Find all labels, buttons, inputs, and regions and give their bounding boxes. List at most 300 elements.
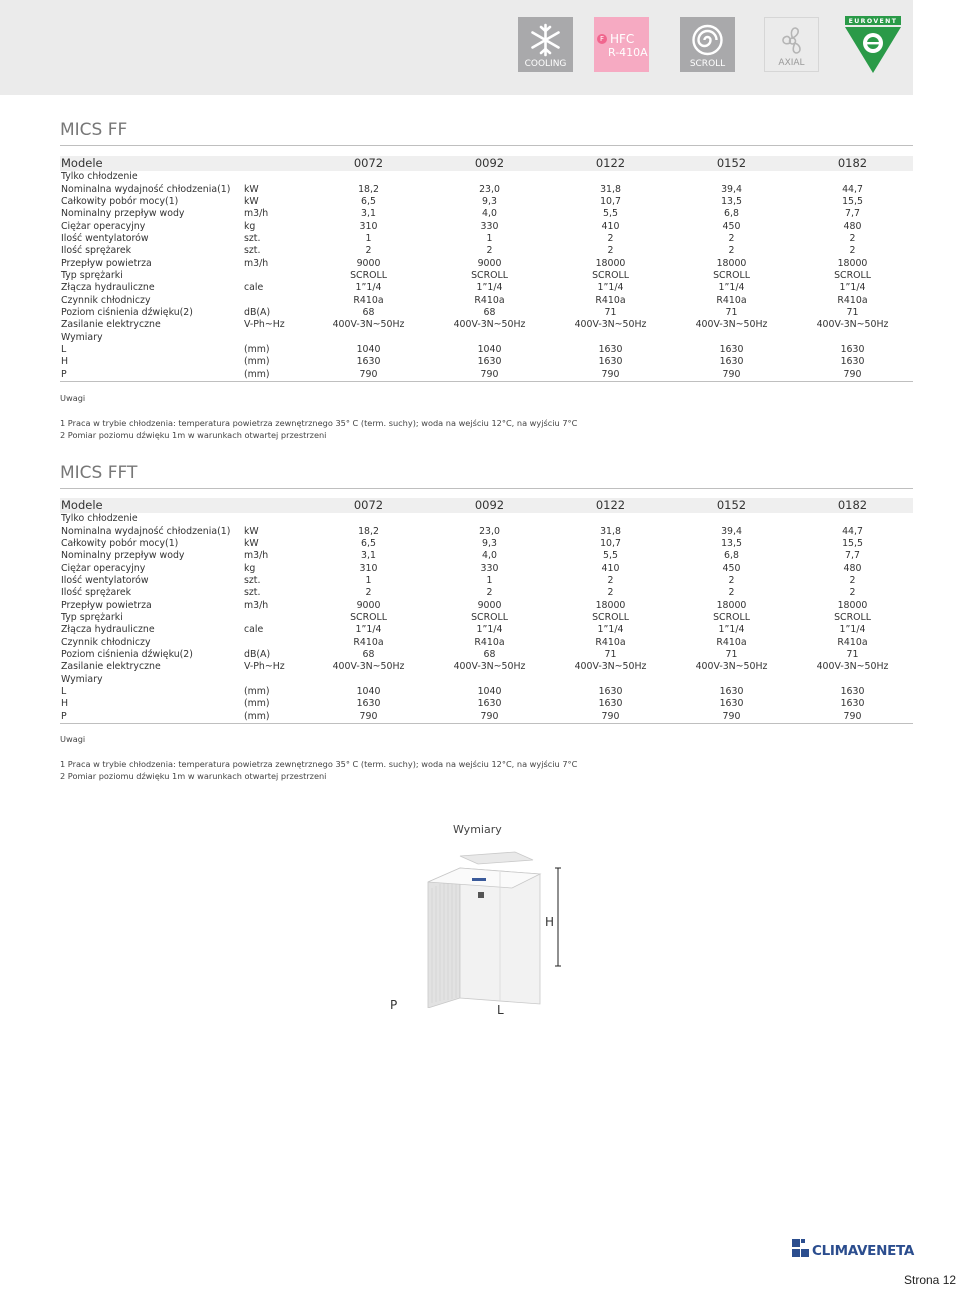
value-cell: R410a xyxy=(595,636,626,648)
row-label: Przepływ powietrza xyxy=(61,257,152,269)
value-cell: 1630 xyxy=(477,356,502,368)
table-row xyxy=(60,344,913,356)
value-cell: 71 xyxy=(604,648,617,660)
value-cell xyxy=(671,673,792,685)
value-cell: 39,4 xyxy=(721,183,742,195)
value-cell: 1”1/4 xyxy=(355,282,382,294)
row-label: P xyxy=(60,369,243,382)
header-cell-model-code: 0092 xyxy=(429,156,550,171)
dimension-label-l: L xyxy=(497,1003,504,1017)
value-cell xyxy=(550,673,671,685)
header-cell-empty xyxy=(243,156,308,171)
value-cell: 1630 xyxy=(598,356,623,368)
value-cell: R410a xyxy=(353,636,384,648)
value-cell: 18000 xyxy=(595,599,626,611)
value-cell xyxy=(671,171,792,183)
row-unit xyxy=(243,270,308,282)
dimension-label-h: H xyxy=(545,915,555,929)
value-cell: 400V-3N~50Hz xyxy=(332,319,405,331)
row-label: Ilość sprężarek xyxy=(61,245,132,257)
table-row xyxy=(60,599,913,611)
table-row xyxy=(60,245,913,257)
header-bar xyxy=(0,0,913,95)
value-cell: 400V-3N~50Hz xyxy=(453,319,526,331)
value-cell: 13,5 xyxy=(721,195,742,207)
table-row xyxy=(60,369,913,382)
value-cell: 1630 xyxy=(840,698,865,710)
value-cell: 6,8 xyxy=(724,208,739,220)
row-unit: dB(A) xyxy=(244,306,271,318)
eurovent-certification-logo xyxy=(843,16,903,74)
value-cell: 1040 xyxy=(477,685,502,697)
header-cell-model-code: 0072 xyxy=(308,156,429,171)
row-unit: (mm) xyxy=(243,711,308,724)
value-cell: 310 xyxy=(359,562,378,574)
row-unit: dB(A) xyxy=(244,648,271,660)
value-cell: 1630 xyxy=(477,698,502,710)
value-cell: 1”1/4 xyxy=(718,624,745,636)
value-cell: 400V-3N~50Hz xyxy=(574,319,647,331)
value-cell xyxy=(429,513,550,525)
value-cell: 18000 xyxy=(837,599,868,611)
value-cell: 400V-3N~50Hz xyxy=(332,661,405,673)
row-label: Ilość wentylatorów xyxy=(61,574,149,586)
value-cell: SCROLL xyxy=(592,269,629,281)
value-cell: 15,5 xyxy=(842,195,863,207)
value-cell: 68 xyxy=(362,306,375,318)
row-unit: szt. xyxy=(244,587,261,599)
value-cell: 2 xyxy=(607,245,614,257)
value-cell: 1630 xyxy=(719,356,744,368)
section-title-mics-ff: MICS FF xyxy=(60,120,128,140)
value-cell: 400V-3N~50Hz xyxy=(816,319,889,331)
row-unit: kW xyxy=(244,525,259,537)
table-row xyxy=(60,538,913,550)
value-cell: 18,2 xyxy=(358,525,379,537)
value-cell: 4,0 xyxy=(482,550,497,562)
table-row xyxy=(60,624,913,636)
value-cell xyxy=(308,331,429,343)
table-row xyxy=(60,525,913,537)
value-cell: 790 xyxy=(550,369,671,382)
table-row xyxy=(60,233,913,245)
table-row xyxy=(60,307,913,319)
value-cell: 1”1/4 xyxy=(839,282,866,294)
value-cell: 410 xyxy=(601,220,620,232)
value-cell: 1 xyxy=(486,574,493,586)
row-unit: szt. xyxy=(244,574,261,586)
value-cell: 44,7 xyxy=(842,183,863,195)
header-cell-model-code: 0122 xyxy=(550,498,671,513)
value-cell xyxy=(308,513,429,525)
note-line: 2 Pomiar poziomu dźwięku 1m w warunkach otwartej przestrzeni xyxy=(60,771,327,781)
value-cell: 1”1/4 xyxy=(597,282,624,294)
value-cell: 9000 xyxy=(356,599,381,611)
value-cell: 1630 xyxy=(356,356,381,368)
value-cell: R410a xyxy=(837,294,868,306)
row-unit xyxy=(243,331,308,343)
row-label: Czynnik chłodniczy xyxy=(61,636,151,648)
value-cell: 330 xyxy=(480,220,499,232)
value-cell: 1630 xyxy=(719,685,744,697)
table-row xyxy=(60,270,913,282)
value-cell: 1630 xyxy=(719,343,744,355)
value-cell: R410a xyxy=(474,294,505,306)
row-label: Nominalny przepływ wody xyxy=(61,208,185,220)
value-cell: 790 xyxy=(550,711,671,724)
value-cell xyxy=(792,513,913,525)
row-unit xyxy=(243,513,308,525)
row-unit: (mm) xyxy=(244,698,270,710)
value-cell: SCROLL xyxy=(713,611,750,623)
row-unit: szt. xyxy=(244,245,261,257)
value-cell: 1”1/4 xyxy=(597,624,624,636)
row-unit: V-Ph~Hz xyxy=(244,319,285,331)
value-cell: 2 xyxy=(728,587,735,599)
value-cell: 790 xyxy=(671,711,792,724)
value-cell: 68 xyxy=(483,648,496,660)
value-cell: 410 xyxy=(601,562,620,574)
section-divider xyxy=(60,488,913,489)
row-label: Przepływ powietrza xyxy=(61,599,152,611)
value-cell: 400V-3N~50Hz xyxy=(574,661,647,673)
value-cell: 15,5 xyxy=(842,537,863,549)
header-cell-model-code: 0072 xyxy=(308,498,429,513)
value-cell xyxy=(550,171,671,183)
value-cell xyxy=(550,331,671,343)
value-cell: 2 xyxy=(728,574,735,586)
row-unit: m3/h xyxy=(244,550,269,562)
value-cell: 1”1/4 xyxy=(718,282,745,294)
spec-table-mics-fft xyxy=(60,498,913,724)
row-unit: kW xyxy=(244,537,259,549)
value-cell: 5,5 xyxy=(603,550,618,562)
header-cell-empty xyxy=(243,498,308,513)
row-label: Nominalna wydajność chłodzenia(1) xyxy=(61,183,231,195)
value-cell: 400V-3N~50Hz xyxy=(695,661,768,673)
table-row xyxy=(60,513,913,525)
value-cell: 1 xyxy=(365,232,372,244)
value-cell: 1630 xyxy=(598,343,623,355)
value-cell: 2 xyxy=(607,574,614,586)
value-cell: 1630 xyxy=(598,698,623,710)
value-cell: 5,5 xyxy=(603,208,618,220)
row-label: Tylko chłodzenie xyxy=(61,513,138,525)
row-label: L xyxy=(61,685,67,697)
value-cell: 2 xyxy=(607,587,614,599)
header-cell-model-code: 0152 xyxy=(671,498,792,513)
value-cell: 9,3 xyxy=(482,537,497,549)
note-line: 1 Praca w trybie chłodzenia: temperatura powietrza zewnętrznego 35° C (term. suchy); woda na wejściu 12°C, na wyjściu 7°C xyxy=(60,417,578,428)
notes-title: Uwagi xyxy=(60,734,86,744)
value-cell: 71 xyxy=(846,648,859,660)
value-cell: 1630 xyxy=(719,698,744,710)
value-cell: 2 xyxy=(486,587,493,599)
value-cell: 18000 xyxy=(716,599,747,611)
value-cell: SCROLL xyxy=(471,269,508,281)
row-label: H xyxy=(61,356,69,368)
value-cell: 71 xyxy=(604,306,617,318)
value-cell: 1”1/4 xyxy=(839,624,866,636)
row-label: P xyxy=(60,711,243,724)
value-cell: R410a xyxy=(353,294,384,306)
row-unit xyxy=(243,612,308,624)
row-unit: (mm) xyxy=(243,369,308,382)
value-cell: 10,7 xyxy=(600,195,621,207)
svg-text:CLIMAVENETA: CLIMAVENETA xyxy=(812,1243,914,1259)
value-cell: 44,7 xyxy=(842,525,863,537)
value-cell: 790 xyxy=(429,711,550,724)
value-cell: 330 xyxy=(480,562,499,574)
value-cell: 1040 xyxy=(356,343,381,355)
value-cell: 3,1 xyxy=(361,550,376,562)
row-unit: kW xyxy=(244,195,259,207)
row-label: Złącza hydrauliczne xyxy=(61,282,155,294)
value-cell: 6,5 xyxy=(361,537,376,549)
row-label: Ciężar operacyjny xyxy=(61,220,146,232)
row-unit: m3/h xyxy=(244,599,269,611)
value-cell: 1”1/4 xyxy=(476,624,503,636)
value-cell: 1”1/4 xyxy=(355,624,382,636)
value-cell: 790 xyxy=(308,711,429,724)
value-cell: 68 xyxy=(362,648,375,660)
scroll-badge xyxy=(680,17,735,72)
row-unit xyxy=(243,673,308,685)
value-cell: 18000 xyxy=(595,257,626,269)
page-number: Strona 12 xyxy=(904,1273,957,1287)
svg-text:EUROVENT: EUROVENT xyxy=(848,18,898,25)
value-cell xyxy=(792,673,913,685)
row-label: Typ sprężarki xyxy=(61,269,123,281)
row-unit xyxy=(243,171,308,183)
value-cell: R410a xyxy=(474,636,505,648)
value-cell: 1630 xyxy=(356,698,381,710)
value-cell: 1630 xyxy=(840,343,865,355)
dimension-label-p: P xyxy=(390,998,398,1012)
header-cell-model-code: 0092 xyxy=(429,498,550,513)
value-cell xyxy=(792,171,913,183)
row-unit: (mm) xyxy=(244,356,270,368)
value-cell: R410a xyxy=(595,294,626,306)
value-cell xyxy=(550,513,671,525)
value-cell: 23,0 xyxy=(479,525,500,537)
scroll-compressor-icon xyxy=(680,21,735,61)
table-row xyxy=(60,711,913,724)
axial-label: AXIAL xyxy=(778,58,805,68)
value-cell: 9000 xyxy=(356,257,381,269)
value-cell: 23,0 xyxy=(479,183,500,195)
value-cell: 1630 xyxy=(598,685,623,697)
value-cell: 2 xyxy=(849,232,856,244)
table-row xyxy=(60,282,913,294)
value-cell: 3,1 xyxy=(361,208,376,220)
row-label: Czynnik chłodniczy xyxy=(61,294,151,306)
row-label: Typ sprężarki xyxy=(61,611,123,623)
row-unit: (mm) xyxy=(244,685,270,697)
value-cell: 10,7 xyxy=(600,537,621,549)
value-cell: 39,4 xyxy=(721,525,742,537)
value-cell: 2 xyxy=(849,587,856,599)
header-cell-model-code: 0122 xyxy=(550,156,671,171)
table-row xyxy=(60,587,913,599)
row-label: Poziom ciśnienia dźwięku(2) xyxy=(61,648,193,660)
value-cell: 2 xyxy=(728,245,735,257)
header-cell-model-code: 0152 xyxy=(671,156,792,171)
value-cell xyxy=(671,513,792,525)
value-cell: SCROLL xyxy=(834,269,871,281)
value-cell: 18,2 xyxy=(358,183,379,195)
value-cell: 2 xyxy=(607,232,614,244)
row-label: Całkowity pobór mocy(1) xyxy=(61,195,179,207)
spec-table-mics-ff xyxy=(60,156,913,382)
row-label: Całkowity pobór mocy(1) xyxy=(61,537,179,549)
row-unit: m3/h xyxy=(244,208,269,220)
value-cell: 1630 xyxy=(840,685,865,697)
table-row xyxy=(60,208,913,220)
value-cell: SCROLL xyxy=(471,611,508,623)
value-cell: 68 xyxy=(483,306,496,318)
climaveneta-logo xyxy=(790,1236,916,1260)
value-cell: 1 xyxy=(486,232,493,244)
note-line: 1 Praca w trybie chłodzenia: temperatura powietrza zewnętrznego 35° C (term. suchy); woda na wejściu 12°C, na wyjściu 7°C xyxy=(60,758,578,769)
section-title-mics-fft: MICS FFT xyxy=(60,463,138,483)
section-divider xyxy=(60,145,913,146)
value-cell: SCROLL xyxy=(350,269,387,281)
row-label: Nominalny przepływ wody xyxy=(61,550,185,562)
value-cell: 480 xyxy=(843,220,862,232)
table-row xyxy=(60,661,913,673)
value-cell: 790 xyxy=(308,369,429,382)
value-cell: 1”1/4 xyxy=(476,282,503,294)
table-row xyxy=(60,575,913,587)
value-cell: 310 xyxy=(359,220,378,232)
header-cell-model-code: 0182 xyxy=(792,156,913,171)
header-cell-models: Modele xyxy=(60,156,243,171)
value-cell xyxy=(308,171,429,183)
row-label: Zasilanie elektryczne xyxy=(61,661,161,673)
row-label: Ilość sprężarek xyxy=(61,587,132,599)
value-cell: 1040 xyxy=(477,343,502,355)
note-line: 2 Pomiar poziomu dźwięku 1m w warunkach otwartej przestrzeni xyxy=(60,430,327,440)
row-unit: szt. xyxy=(244,232,261,244)
row-label: Nominalna wydajność chłodzenia(1) xyxy=(61,525,231,537)
value-cell: 13,5 xyxy=(721,537,742,549)
value-cell: SCROLL xyxy=(834,611,871,623)
value-cell: 9000 xyxy=(477,599,502,611)
value-cell: 2 xyxy=(849,574,856,586)
row-unit xyxy=(243,636,308,648)
snowflake-icon xyxy=(518,21,573,61)
value-cell: 790 xyxy=(792,369,913,382)
value-cell: 2 xyxy=(486,245,493,257)
value-cell xyxy=(671,331,792,343)
value-cell: 2 xyxy=(849,245,856,257)
value-cell: R410a xyxy=(716,636,747,648)
value-cell: 1040 xyxy=(356,685,381,697)
value-cell: 71 xyxy=(846,306,859,318)
table-row xyxy=(60,331,913,343)
value-cell: 71 xyxy=(725,306,738,318)
value-cell xyxy=(429,171,550,183)
table-row xyxy=(60,356,913,368)
value-cell: 1630 xyxy=(840,356,865,368)
value-cell: 31,8 xyxy=(600,525,621,537)
value-cell: 2 xyxy=(365,245,372,257)
value-cell: SCROLL xyxy=(350,611,387,623)
value-cell: SCROLL xyxy=(592,611,629,623)
value-cell: 450 xyxy=(722,220,741,232)
value-cell: 1 xyxy=(365,574,372,586)
row-unit: kg xyxy=(244,220,256,232)
value-cell: 71 xyxy=(725,648,738,660)
row-unit: V-Ph~Hz xyxy=(244,661,285,673)
table-row xyxy=(60,698,913,710)
value-cell: 18000 xyxy=(716,257,747,269)
header-cell-model-code: 0182 xyxy=(792,498,913,513)
table-header-row xyxy=(60,498,913,513)
value-cell xyxy=(429,673,550,685)
row-unit: kg xyxy=(244,562,256,574)
table-row xyxy=(60,319,913,331)
value-cell xyxy=(792,331,913,343)
table-row xyxy=(60,649,913,661)
row-unit: cale xyxy=(244,624,264,636)
value-cell: 400V-3N~50Hz xyxy=(695,319,768,331)
value-cell: 18000 xyxy=(837,257,868,269)
value-cell: 400V-3N~50Hz xyxy=(816,661,889,673)
notes-title: Uwagi xyxy=(60,393,86,403)
value-cell: 400V-3N~50Hz xyxy=(453,661,526,673)
row-label: Wymiary xyxy=(61,673,103,685)
value-cell: 790 xyxy=(792,711,913,724)
table-row xyxy=(60,562,913,574)
cooling-badge xyxy=(518,17,573,72)
value-cell: SCROLL xyxy=(713,269,750,281)
value-cell: R410a xyxy=(716,294,747,306)
row-label: Zasilanie elektryczne xyxy=(61,319,161,331)
value-cell: 6,8 xyxy=(724,550,739,562)
value-cell xyxy=(308,673,429,685)
f-gas-icon: F xyxy=(597,34,607,44)
row-label: L xyxy=(61,343,67,355)
table-row xyxy=(60,220,913,232)
value-cell: 790 xyxy=(671,369,792,382)
row-label: Ilość wentylatorów xyxy=(61,232,149,244)
table-row xyxy=(60,196,913,208)
row-label: Złącza hydrauliczne xyxy=(61,624,155,636)
cooling-label: COOLING xyxy=(524,59,567,69)
hfc-badge xyxy=(594,17,649,72)
value-cell: 450 xyxy=(722,562,741,574)
refrigerant-label: R-410A xyxy=(608,46,648,59)
dimensions-title: Wymiary xyxy=(453,823,502,836)
row-unit: (mm) xyxy=(244,343,270,355)
row-unit: m3/h xyxy=(244,257,269,269)
table-row xyxy=(60,294,913,306)
row-label: Tylko chłodzenie xyxy=(61,171,138,183)
value-cell: R410a xyxy=(837,636,868,648)
value-cell: 790 xyxy=(429,369,550,382)
table-row xyxy=(60,612,913,624)
row-label: H xyxy=(61,698,69,710)
table-row xyxy=(60,636,913,648)
value-cell: 480 xyxy=(843,562,862,574)
row-unit: cale xyxy=(244,282,264,294)
value-cell: 6,5 xyxy=(361,195,376,207)
row-label: Wymiary xyxy=(61,331,103,343)
row-label: Poziom ciśnienia dźwięku(2) xyxy=(61,306,193,318)
value-cell: 9000 xyxy=(477,257,502,269)
